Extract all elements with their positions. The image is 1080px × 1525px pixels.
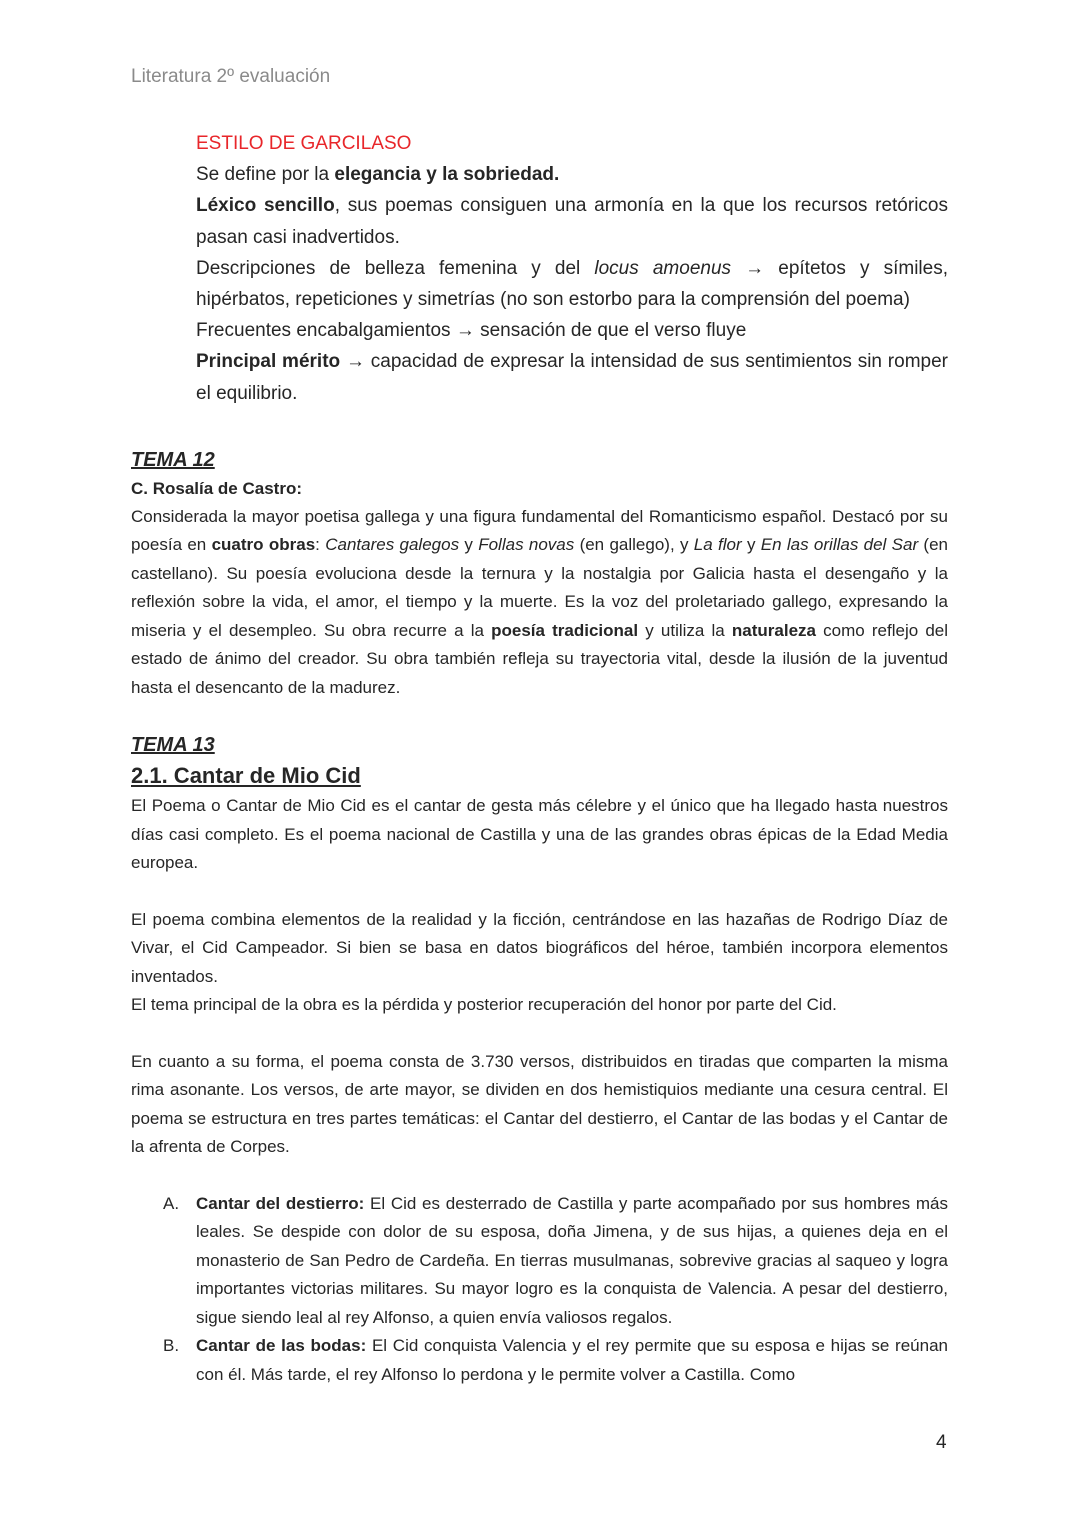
text-span: Se define por la bbox=[196, 164, 335, 186]
list-item bbox=[131, 1332, 948, 1389]
text-span: y bbox=[741, 535, 761, 555]
list-item-title: Cantar de las bodas: bbox=[196, 1336, 367, 1356]
cid-paragraph: El Poema o Cantar de Mio Cid es el cantar de gesta más célebre y el único que ha llegado hasta nuestros días casi completo. Es el poema nacional de Castilla y una de las grandes obras épicas de la Edad Media europea. bbox=[131, 796, 948, 873]
bold-text: Principal mérito bbox=[196, 351, 341, 373]
cid-paragraph: El tema principal de la obra es la pérdida y posterior recuperación del honor por parte del Cid. bbox=[131, 995, 837, 1015]
estilo-garcilaso-section bbox=[131, 128, 948, 409]
bold-text: cuatro obras bbox=[211, 535, 316, 555]
italic-text: La flor bbox=[693, 535, 742, 555]
page-content bbox=[131, 128, 948, 1389]
cantar-parts-list bbox=[131, 1190, 948, 1390]
list-marker: B. bbox=[163, 1336, 180, 1356]
bold-text: elegancia y la sobriedad. bbox=[334, 164, 560, 186]
text-span: como reflejo del estado de ánimo del creador. Su obra también refleja su trayectoria vital, desde la ilusión de la juventud hasta el desencanto de la madurez. bbox=[131, 620, 949, 697]
tema-13-label: TEMA 13 bbox=[131, 734, 215, 757]
list-item-title: Cantar del destierro: bbox=[196, 1193, 365, 1213]
cid-paragraph: El poema combina elementos de la realidad y la ficción, centrándose en las hazañas de Rodrigo Díaz de Vivar, el Cid Campeador. Si bien se basa en datos biográficos del héroe, también incorpora elementos inventados. bbox=[131, 909, 948, 986]
page-number: 4 bbox=[936, 1432, 947, 1453]
cantar-section-title: 2.1. Cantar de Mio Cid bbox=[131, 763, 361, 789]
text-span: → capacidad de expresar la intensidad de sus sentimientos sin romper el equilibrio. bbox=[196, 351, 948, 404]
text-span: Descripciones de belleza femenina y del bbox=[196, 257, 595, 279]
rosalia-paragraph bbox=[131, 503, 948, 703]
text-span: → epítetos y símiles, hipérbatos, repeticiones y simetrías (no son estorbo para la comprensión del poema) bbox=[196, 257, 948, 311]
text-span: , sus poemas consiguen una armonía en la que los recursos retóricos pasan casi inadvertidos. bbox=[196, 195, 948, 248]
list-item-text: El Cid es desterrado de Castilla y parte acompañado por sus hombres más leales. Se despide con dolor de su esposa, doña Jimena, y de sus hijas, a quienes deja en el monasterio de San Pedro de Cardeña. En tierras musulmanas, sobrevive gracias al saqueo y logra importantes victorias militares. Su mayor logro es la conquista de Valencia. A pesar del destierro, sigue siendo leal al rey Alfonso, a quien envía valiosos regalos. bbox=[196, 1193, 948, 1327]
italic-text: locus amoenus bbox=[594, 257, 732, 279]
bold-text: Léxico sencillo bbox=[196, 195, 335, 217]
tema-12-label: TEMA 12 bbox=[131, 448, 215, 471]
text-span: : bbox=[315, 535, 326, 555]
estilo-paragraph: Frecuentes encabalgamientos → sensación de que el verso fluye bbox=[196, 320, 747, 342]
bold-text: naturaleza bbox=[731, 620, 816, 640]
rosalia-subhead: C. Rosalía de Castro: bbox=[131, 478, 302, 498]
bold-text: poesía tradicional bbox=[491, 620, 639, 640]
estilo-paragraph bbox=[196, 253, 948, 315]
text-span: Considerada la mayor poetisa gallega y una figura fundamental del Romanticismo español. Destacó por su poesía en bbox=[131, 506, 948, 555]
text-span: (en castellano). Su poesía evoluciona desde la ternura y la nostalgia por Galicia hasta el desengaño y la reflexión sobre la vida, el amor, el tiempo y la muerte. Es la voz del proletariado gallego, expresando la miseria y el desempleo. Su obra recurre a la bbox=[131, 535, 948, 640]
italic-text: En las orillas del Sar bbox=[760, 535, 919, 555]
estilo-paragraph bbox=[196, 190, 948, 252]
text-span: y bbox=[459, 535, 479, 555]
text-span: y utiliza la bbox=[638, 620, 732, 640]
estilo-paragraph bbox=[196, 159, 948, 190]
estilo-paragraph bbox=[196, 346, 948, 408]
list-marker: A. bbox=[163, 1193, 180, 1213]
italic-text: Follas novas bbox=[478, 535, 575, 555]
list-item bbox=[131, 1190, 948, 1333]
list-item-text: El Cid conquista Valencia y el rey permite que su esposa e hijas se reúnan con él. Más tarde, el rey Alfonso lo perdona y le permite volver a Castilla. Como bbox=[196, 1336, 948, 1384]
text-span: (en gallego), y bbox=[574, 535, 694, 555]
cid-paragraph: En cuanto a su forma, el poema consta de 3.730 versos, distribuidos en tiradas que comparten la misma rima asonante. Los versos, de arte mayor, se dividen en dos hemistiquios mediante una cesura central. El poema se estructura en tres partes temáticas: el Cantar del destierro, el Cantar de las bodas y el Cantar de la afrenta de Corpes. bbox=[131, 1051, 948, 1157]
page-header: Literatura 2º evaluación bbox=[131, 66, 331, 87]
estilo-title: ESTILO DE GARCILASO bbox=[196, 133, 412, 154]
italic-text: Cantares galegos bbox=[325, 535, 460, 555]
